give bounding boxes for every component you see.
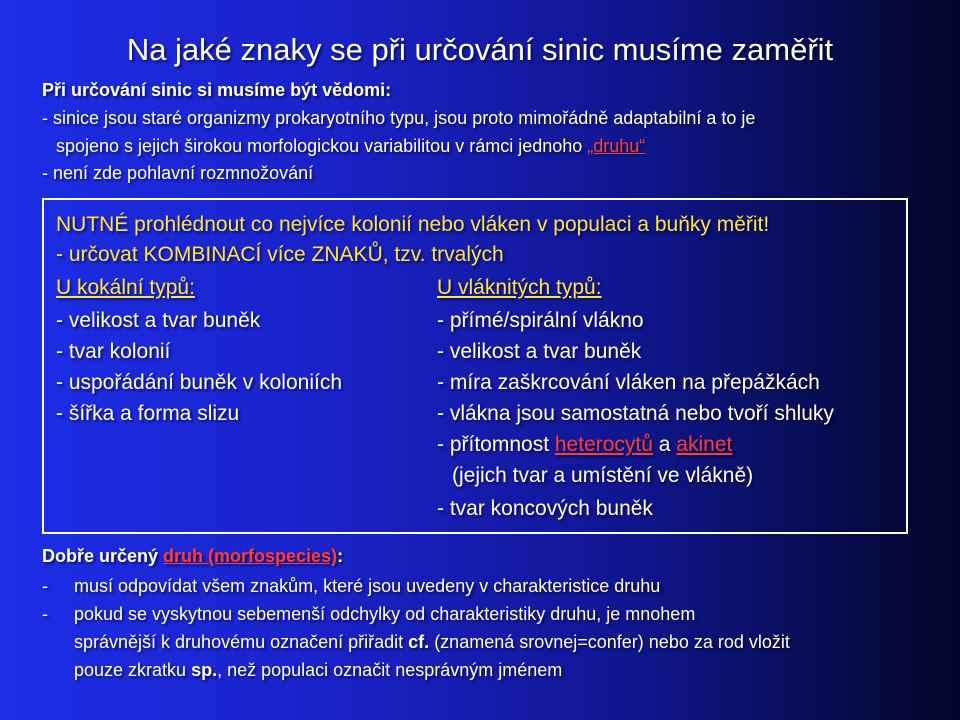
text-part: (znamená srovnej=confer) nebo za rod vložit <box>429 632 790 652</box>
presence-text: - přítomnost <box>437 433 555 456</box>
coccal-item-2: - tvar kolonií <box>56 340 171 363</box>
filament-item-6: - tvar koncových buněk <box>437 497 653 520</box>
cf-abbrev: cf. <box>408 632 430 652</box>
filament-item-4: - vlákna jsou samostatná nebo tvoří shluky <box>437 402 834 425</box>
morphospecies-link[interactable]: druh (morfospecies) <box>163 546 338 566</box>
bottom-heading-colon: : <box>337 546 344 566</box>
text-part: pouze zkratku <box>74 660 192 680</box>
coccal-header: U kokální typů: <box>56 276 195 299</box>
druhu-link[interactable]: „druhu“ <box>587 136 646 156</box>
filament-header: U vláknitých typů: <box>437 276 602 299</box>
akinete-link[interactable]: akinet <box>676 433 733 456</box>
intro-line-2-text: spojeno s jejich širokou morfologickou variabilitou v rámci jednoho <box>56 136 588 156</box>
bottom-item-2-text: pokud se vyskytnou sebemenší odchylky od charakteristiky druhu, je mnohem <box>74 604 696 624</box>
intro-heading: Při určování sinic si musíme být vědomi: <box>42 80 392 100</box>
presence-and: a <box>652 433 677 456</box>
bottom-item-2-line-2 <box>74 631 790 653</box>
filament-item-5 <box>437 432 732 458</box>
intro-line-3: - není zde pohlavní rozmnožování <box>42 163 314 183</box>
bottom-item-2 <box>42 603 695 625</box>
text-part: správnější k druhovému označení přiřadit <box>74 632 409 652</box>
box-line-2: - určovat KOMBINACÍ více ZNAKŮ, tzv. trvalých <box>56 243 504 266</box>
sp-abbrev: sp. <box>191 660 218 680</box>
slide-title: Na jaké znaky se při určování sinic musíme zaměřit <box>126 32 834 67</box>
bottom-heading <box>42 545 343 567</box>
filament-item-1: - přímé/spirální vlákno <box>437 309 644 332</box>
filament-item-5-note: (jejich tvar a umístění ve vlákně) <box>452 464 754 487</box>
heterocyte-link[interactable]: heterocytů <box>554 433 653 456</box>
intro-line-1: - sinice jsou staré organizmy prokaryotního typu, jsou proto mimořádně adaptabilní a to je <box>42 108 756 128</box>
bullet-dash: - <box>42 576 48 596</box>
filament-item-3: - míra zaškrcování vláken na přepážkách <box>437 371 820 394</box>
bottom-item-1 <box>42 575 660 597</box>
coccal-item-3: - uspořádání buněk v koloniích <box>56 371 343 394</box>
box-line-1: NUTNÉ prohlédnout co nejvíce kolonií nebo vláken v populaci a buňky měřit! <box>56 213 770 236</box>
bottom-item-2-line-3 <box>74 659 562 681</box>
bullet-dash: - <box>42 604 48 624</box>
coccal-item-4: - šířka a forma slizu <box>56 402 240 425</box>
bottom-heading-text: Dobře určený <box>42 546 164 566</box>
intro-line-2 <box>56 135 645 157</box>
text-part: , než populaci označit nesprávným jménem <box>217 660 563 680</box>
coccal-item-1: - velikost a tvar buněk <box>56 309 261 332</box>
bottom-item-1-text: musí odpovídat všem znakům, které jsou uvedeny v charakteristice druhu <box>74 576 661 596</box>
filament-item-2: - velikost a tvar buněk <box>437 340 642 363</box>
